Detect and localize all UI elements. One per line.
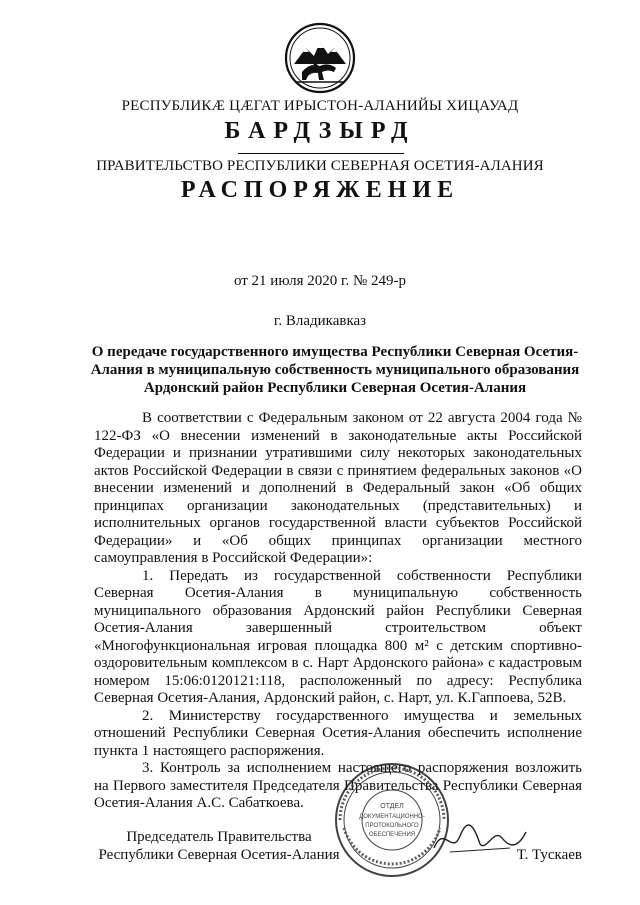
decree-subject-title: О передаче государственного имущества Республики Северная Осетия-Алания в муниципальную собственность муниципального образования Ардонский район Республики Северная Осетия-Алания <box>90 344 580 396</box>
body-item-2: 2. Министерству государственного имущества и земельных отношений Республики Северная Осетия-Алания обеспечить исполнение пункта 1 настоящего распоряжения. <box>94 707 582 759</box>
stamp-line-4: ОБЕСПЕЧЕНИЯ <box>368 832 416 838</box>
signatory-position <box>94 829 344 864</box>
signatory-name: Т. Тускаев <box>516 847 582 863</box>
handwritten-signature <box>430 818 530 858</box>
signatory-position-line1: Председатель Правительства <box>126 829 312 845</box>
republic-ossetian-header: РЕСПУБЛИКӔ ЦӔГАТ ИРЫСТОН-АЛАНИЙЫ ХИЦАУАД <box>121 98 519 114</box>
decree-ossetian-title: БАРДЗЫРД <box>224 118 416 144</box>
header-divider <box>238 153 404 154</box>
decree-russian-title: РАСПОРЯЖЕНИЕ <box>180 177 460 203</box>
decree-body <box>94 410 582 813</box>
stamp-line-1: ОТДЕЛ <box>380 803 404 810</box>
stamp-line-2: ДОКУМЕНТАЦИОННО- <box>359 814 425 820</box>
decree-date-number: от 21 июля 2020 г. № 249-р <box>233 273 407 289</box>
coat-of-arms-emblem <box>284 22 356 94</box>
signatory-position-line2: Республики Северная Осетия-Алания <box>98 846 340 863</box>
body-preamble: В соответствии с Федеральным законом от 22 августа 2004 года № 122-ФЗ «О внесении изменений в законодательные акты Российской Федерации и признании утратившими силу некоторых законодательных актов Российской Федерации в связи с принятием федеральных законов «О внесении изменений и дополнений в Федеральный закон «Об общих принципах организации законодательных (представительных) и исполнительных органов государственной власти субъектов Российской Федерации» и «Об общих принципах организации местного самоуправления в Российской Федерации»: <box>94 410 582 566</box>
stamp-line-3: ПРОТОКОЛЬНОГО <box>365 823 419 829</box>
body-item-1: 1. Передать из государственной собственности Республики Северная Осетия-Алания в муниципальную собственность муниципального образования Ардонский район Республики Северная Осетия-Алания завершенный строительством объект «Многофункциональная игровая площадка 800 м² с детским спортивно-оздоровительным комплексом в с. Нарт Ардонского района» с кадастровым номером 15:06:0120121:118, расположенный по адресу: Республика Северная Осетия-Алания, Ардонский район, с. Нарт, ул. К.Гаппоева, 52В. <box>94 567 582 706</box>
body-item-3: 3. Контроль за исполнением настоящего распоряжения возложить на Первого заместителя Председателя Правительства Республики Северная Осетия-Алания А.С. Сабаткоева. <box>94 760 582 811</box>
decree-city: г. Владикавказ <box>273 313 367 329</box>
government-russian-header: ПРАВИТЕЛЬСТВО РЕСПУБЛИКИ СЕВЕРНАЯ ОСЕТИЯ-АЛАНИЯ <box>96 158 544 174</box>
